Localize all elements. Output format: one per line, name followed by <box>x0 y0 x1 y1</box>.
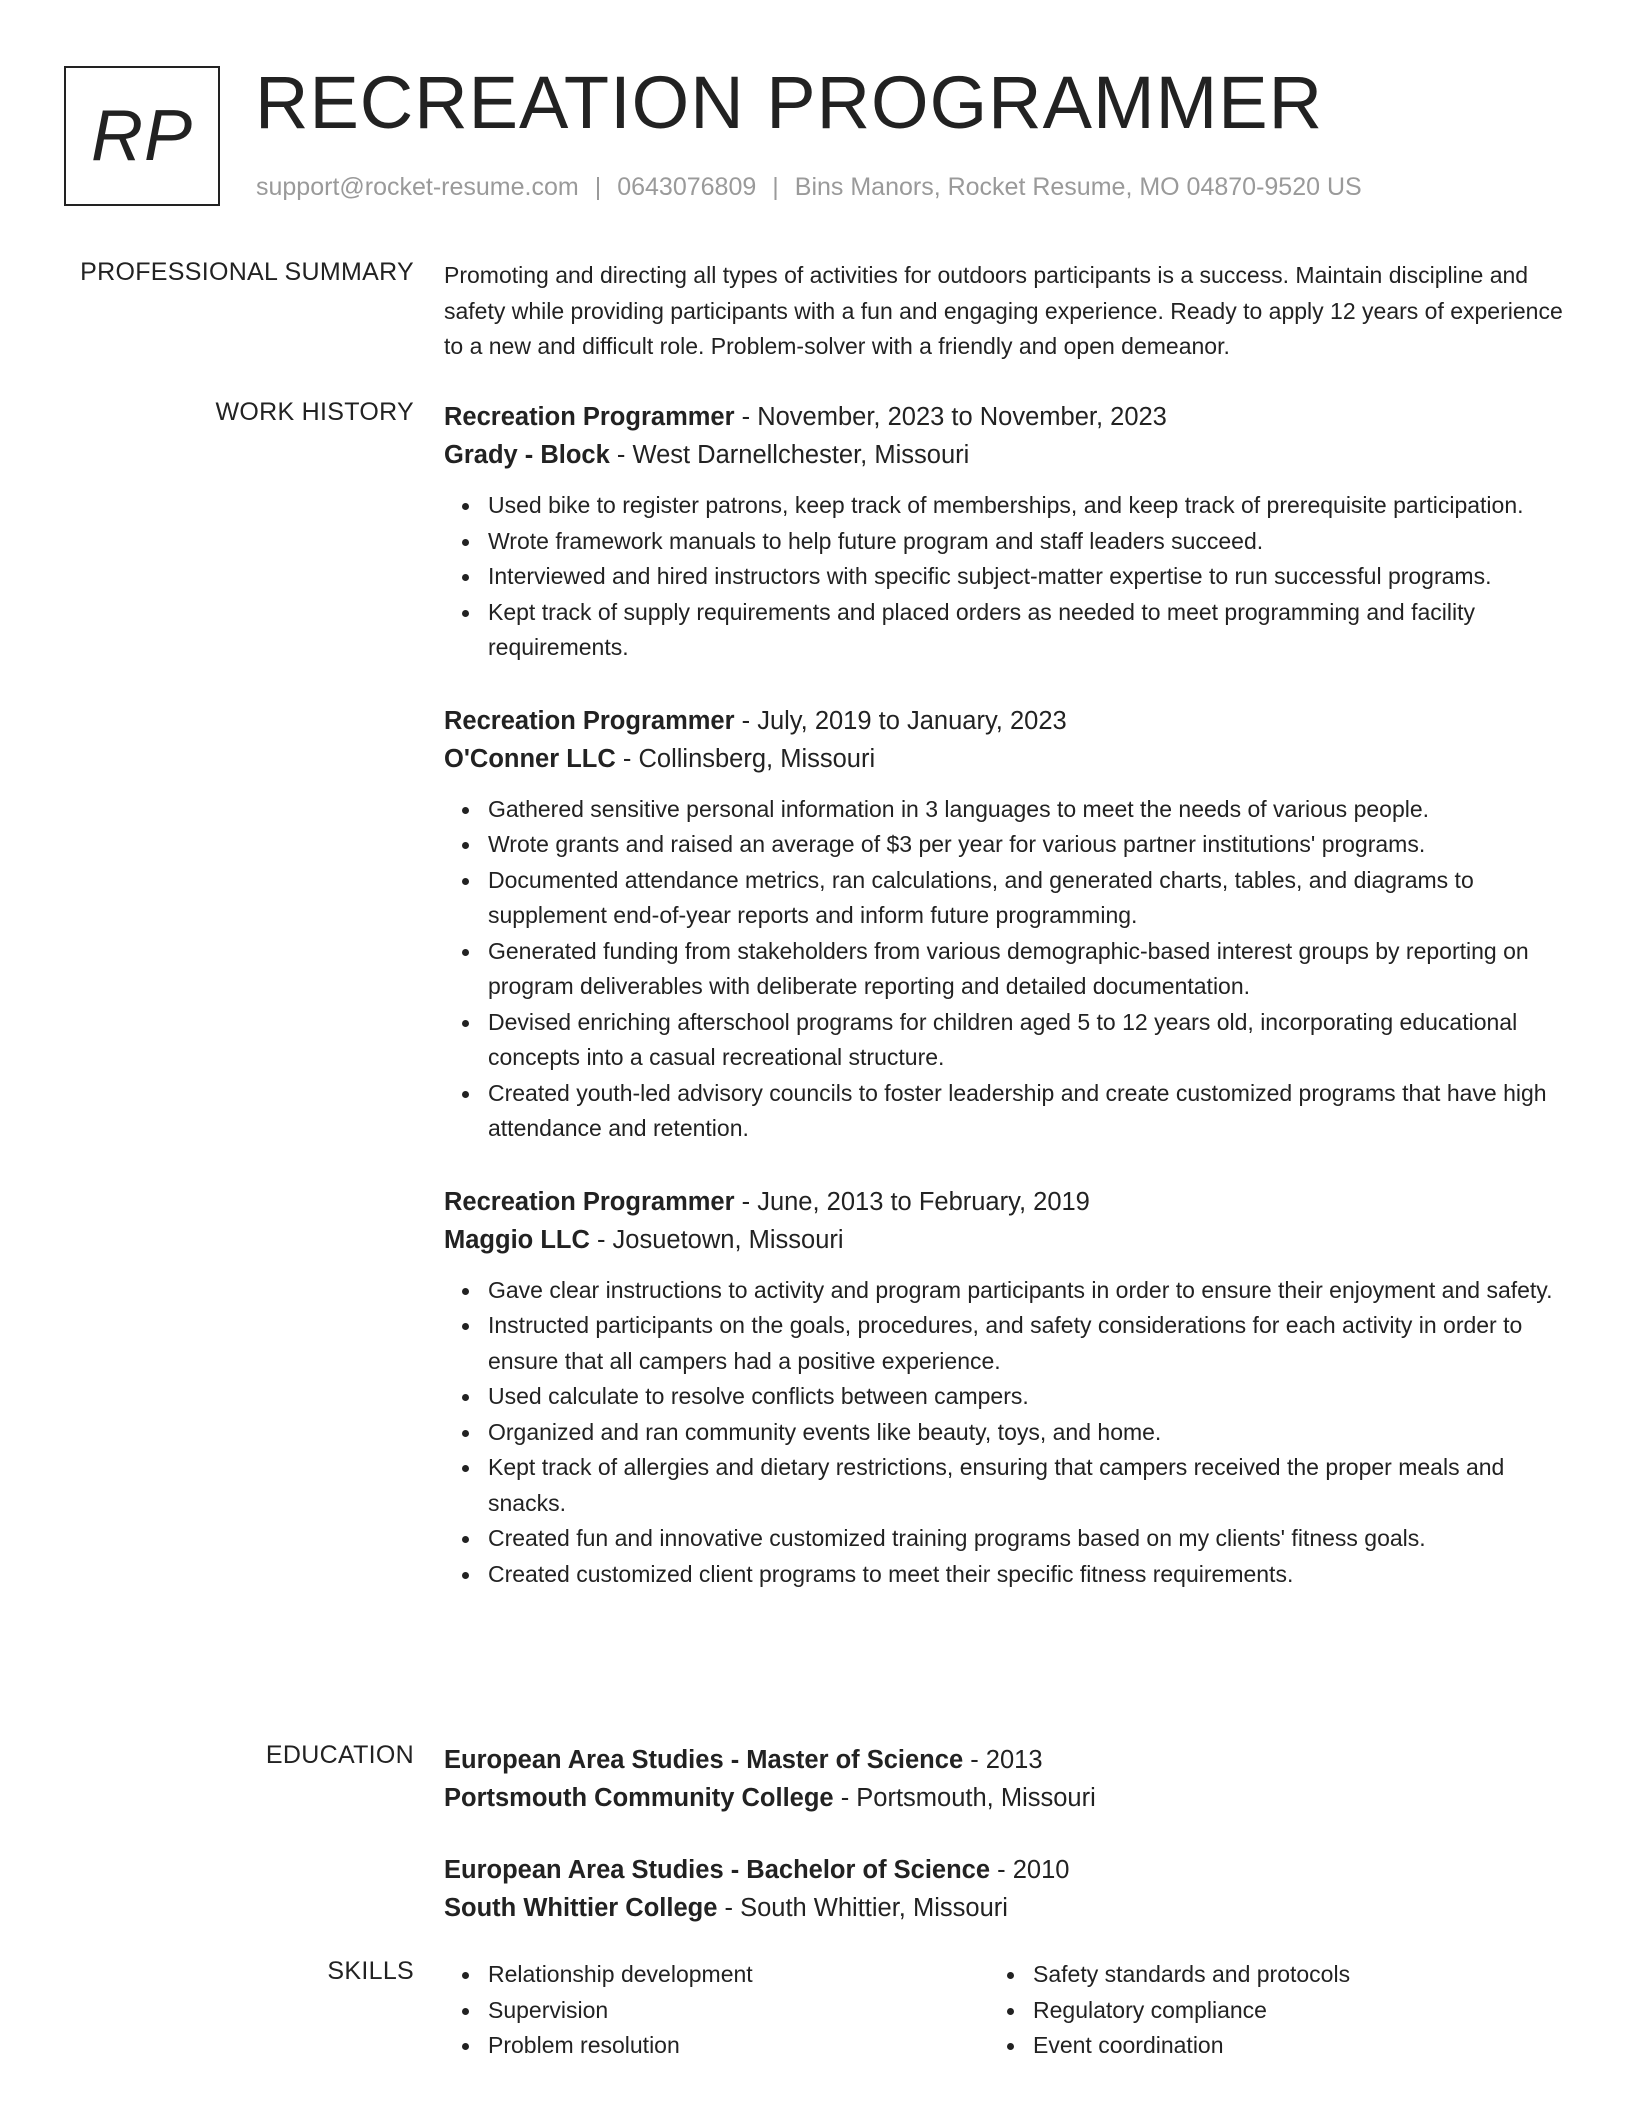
job-bullets <box>444 488 1564 666</box>
school-name: South Whittier College <box>444 1894 718 1922</box>
job-company-line <box>444 436 1564 474</box>
school-line <box>444 1779 1564 1817</box>
job-bullets <box>444 1273 1564 1593</box>
job-entry <box>444 1183 1564 1593</box>
job-entry <box>444 398 1564 666</box>
list-item: Instructed participants on the goals, procedures, and safety considerations for each activity in order to ensure that all campers had a positive experience. <box>488 1308 1564 1379</box>
contact-phone[interactable]: 0643076809 <box>617 173 757 201</box>
job-company: Grady - Block <box>444 441 610 469</box>
contact-separator: | <box>594 173 602 201</box>
degree-name: European Area Studies - Master of Science <box>444 1746 964 1774</box>
list-item: Gave clear instructions to activity and program participants in order to ensure their enjoyment and safety. <box>488 1273 1564 1309</box>
job-title-line <box>444 398 1564 436</box>
skills-list <box>989 1957 1534 2064</box>
job-role: Recreation Programmer <box>444 1187 735 1216</box>
education-entry <box>444 1851 1564 1927</box>
degree-line <box>444 1851 1564 1889</box>
section-title-work-history: WORK HISTORY <box>215 398 414 426</box>
degree-name: European Area Studies - Bachelor of Science <box>444 1856 991 1884</box>
degree-year: - 2010 <box>990 1856 1070 1884</box>
job-location: - Collinsberg, Missouri <box>615 744 876 773</box>
list-item: Interviewed and hired instructors with specific subject-matter expertise to run successful programs. <box>488 559 1564 595</box>
school-location: - South Whittier, Missouri <box>717 1894 1008 1922</box>
job-role: Recreation Programmer <box>444 403 735 431</box>
skills-grid <box>444 1957 1564 2064</box>
job-dates: - November, 2023 to November, 2023 <box>734 403 1167 431</box>
list-item: Regulatory compliance <box>1033 1993 1534 2029</box>
list-item: Wrote grants and raised an average of $3 per year for various partner institutions' programs. <box>488 827 1564 863</box>
job-title-line <box>444 702 1564 740</box>
list-item: Created fun and innovative customized training programs based on my clients' fitness goals. <box>488 1521 1564 1557</box>
list-item: Used bike to register patrons, keep track of memberships, and keep track of prerequisite participation. <box>488 488 1564 524</box>
section-title-skills: SKILLS <box>327 1957 414 1985</box>
skills-column-right <box>989 1957 1534 2064</box>
contact-line <box>256 173 1362 202</box>
list-item: Used calculate to resolve conflicts between campers. <box>488 1379 1564 1415</box>
list-item: Created youth-led advisory councils to foster leadership and create customized programs that have high attendance and retention. <box>488 1076 1564 1147</box>
job-company: O'Conner LLC <box>444 744 616 773</box>
list-item: Kept track of allergies and dietary restrictions, ensuring that campers received the proper meals and snacks. <box>488 1450 1564 1521</box>
school-location: - Portsmouth, Missouri <box>833 1784 1096 1812</box>
job-company: Maggio LLC <box>444 1225 590 1254</box>
candidate-name: RECREATION PROGRAMMER <box>255 61 1324 144</box>
job-bullets <box>444 792 1564 1147</box>
section-title-education: EDUCATION <box>265 1741 414 1769</box>
monogram-logo: RP <box>64 66 220 206</box>
degree-year: - 2013 <box>963 1746 1043 1774</box>
degree-line <box>444 1741 1564 1779</box>
skills-column-left <box>444 1957 989 2064</box>
contact-email[interactable]: support@rocket-resume.com <box>256 173 579 201</box>
summary-text: Promoting and directing all types of activities for outdoors participants is a success. Maintain discipline and safety while providing participants with a fun and engaging experience. Ready to apply 12 years of experience to a new and difficult role. Problem-solver with a friendly and open demeanor. <box>444 262 1563 359</box>
list-item: Safety standards and protocols <box>1033 1957 1534 1993</box>
list-item: Relationship development <box>488 1957 989 1993</box>
job-role: Recreation Programmer <box>444 706 735 735</box>
list-item: Generated funding from stakeholders from various demographic-based interest groups by reporting on program deliverables with deliberate reporting and detailed documentation. <box>488 934 1564 1005</box>
job-title-line <box>444 1183 1564 1221</box>
job-entry <box>444 702 1564 1147</box>
list-item: Event coordination <box>1033 2028 1534 2064</box>
job-location: - West Darnellchester, Missouri <box>609 441 970 469</box>
school-name: Portsmouth Community College <box>444 1784 834 1812</box>
list-item: Supervision <box>488 1993 989 2029</box>
list-item: Gathered sensitive personal information in 3 languages to meet the needs of various people. <box>488 792 1564 828</box>
resume-header <box>64 61 1568 216</box>
list-item: Kept track of supply requirements and placed orders as needed to meet programming and facility requirements. <box>488 595 1564 666</box>
section-title-summary: PROFESSIONAL SUMMARY <box>80 258 414 286</box>
list-item: Devised enriching afterschool programs for children aged 5 to 12 years old, incorporating educational concepts into a casual recreational structure. <box>488 1005 1564 1076</box>
list-item: Documented attendance metrics, ran calculations, and generated charts, tables, and diagrams to supplement end-of-year reports and inform future programming. <box>488 863 1564 934</box>
job-dates: - June, 2013 to February, 2019 <box>734 1187 1090 1216</box>
job-location: - Josuetown, Missouri <box>589 1225 844 1254</box>
contact-address: Bins Manors, Rocket Resume, MO 04870-9520 US <box>794 173 1362 201</box>
list-item: Wrote framework manuals to help future program and staff leaders succeed. <box>488 524 1564 560</box>
school-line <box>444 1889 1564 1927</box>
contact-separator: | <box>772 173 779 201</box>
job-company-line <box>444 740 1564 778</box>
job-dates: - July, 2019 to January, 2023 <box>734 706 1067 735</box>
skills-list <box>444 1957 989 2064</box>
list-item: Problem resolution <box>488 2028 989 2064</box>
job-company-line <box>444 1221 1564 1259</box>
list-item: Organized and ran community events like beauty, toys, and home. <box>488 1415 1564 1451</box>
education-entry <box>444 1741 1564 1817</box>
list-item: Created customized client programs to meet their specific fitness requirements. <box>488 1557 1564 1593</box>
